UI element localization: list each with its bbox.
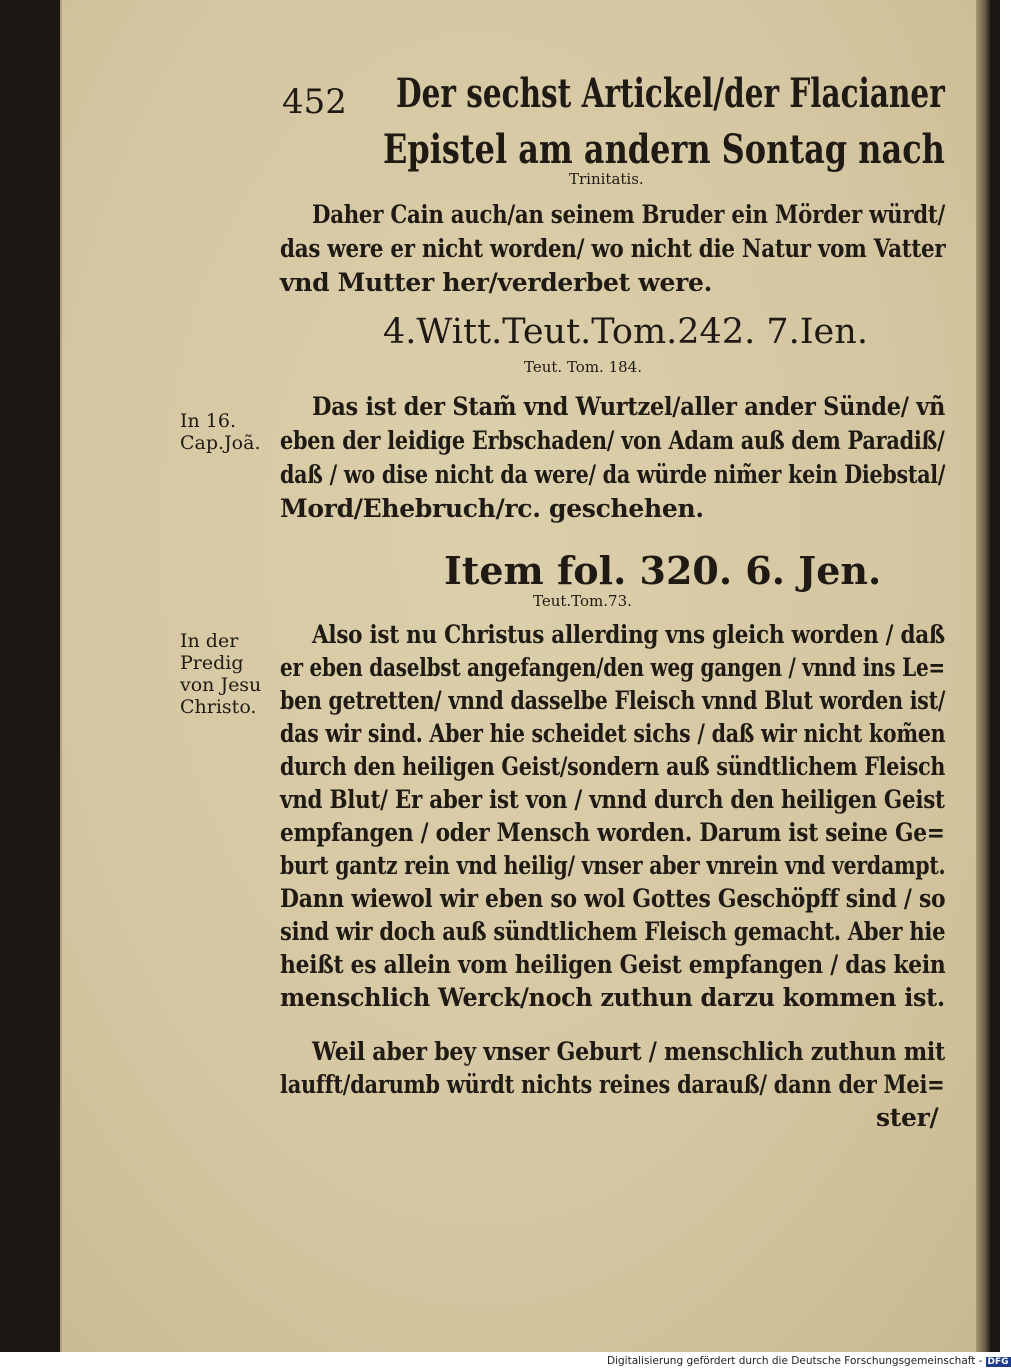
para2-line: daß / wo dise nicht da were/ da würde nim̃er kein Diebstal/ [280, 460, 946, 489]
para3-line: heißt es allein vom heiligen Geist empfangen / das kein [280, 950, 946, 979]
para3-line: empfangen / oder Mensch worden. Darum ist seine Ge= [280, 818, 945, 847]
para3-line: durch den heiligen Geist/sondern auß sündtlichem Fleisch [280, 752, 946, 781]
margin-note-1-line: Cap.Joã. [180, 432, 261, 454]
para3-line: vnd Blut/ Er aber ist von / vnnd durch den heiligen Geist [280, 785, 945, 814]
citation-heading-2: Item fol. 320. 6. Jen. [444, 548, 882, 593]
para3-line: ben getretten/ vnnd dasselbe Fleisch vnnd Blut worden ist/ [280, 686, 946, 715]
citation-sub-1: Teut. Tom. 184. [524, 358, 642, 376]
margin-note-2-line: Predig [180, 652, 244, 674]
running-header-sub: Trinitatis. [569, 170, 644, 188]
running-header-line2: Epistel am andern Sontag nach [383, 126, 945, 173]
para3-line: Dann wiewol wir eben so wol Gottes Geschöpff sind / so [280, 884, 946, 913]
para3-line: Also ist nu Christus allerding vns gleich worden / daß [312, 620, 946, 649]
footer-text: Digitalisierung gefördert durch die Deutsche Forschungsgemeinschaft - [607, 1355, 983, 1367]
para3-line: er eben daselbst angefangen/den weg gangen / vnnd ins Le= [280, 653, 945, 682]
running-header-line1: Der sechst Artickel/der Flacianer [396, 70, 945, 117]
margin-note-1-line: In 16. [180, 410, 236, 432]
citation-heading-1: 4.Witt.Teut.Tom.242. 7.Ien. [383, 312, 868, 352]
para3-line: sind wir doch auß sündtlichem Fleisch gemacht. Aber hie [280, 917, 946, 946]
para4-line: Weil aber bey vnser Geburt / menschlich zuthun mit [312, 1037, 945, 1066]
para3-line: das wir sind. Aber hie scheidet sichs / daß wir nicht kom̃en [280, 719, 946, 748]
para3-line: burt gantz rein vnd heilig/ vnser aber vnrein vnd verdampt. [280, 851, 946, 880]
dfg-logo: DFG [987, 1357, 1009, 1367]
citation-sub-2: Teut.Tom.73. [533, 592, 632, 610]
para1-line: Daher Cain auch/an seinem Bruder ein Mörder würdt/ [312, 200, 946, 229]
para2-line: eben der leidige Erbschaden/ von Adam auß dem Paradiß/ [280, 426, 945, 455]
para1-line: das were er nicht worden/ wo nicht die Natur vom Vatter [280, 234, 946, 263]
margin-note-2-line: von Jesu [180, 674, 262, 696]
digitization-footer [607, 1355, 1011, 1367]
para4-line: laufft/darumb würdt nichts reines darauß/ dann der Mei= [280, 1070, 945, 1099]
para2-line: Das ist der Stam̃ vnd Wurtzel/aller ander Sünde/ vñ [312, 392, 946, 421]
page-edge [976, 0, 990, 1352]
margin-note-2-line: In der [180, 630, 239, 652]
para2-line: Mord/Ehebruch/rc. geschehen. [280, 494, 704, 523]
catchword: ster/ [876, 1103, 939, 1132]
para1-line: vnd Mutter her/verderbet were. [280, 268, 713, 297]
page-number: 452 [282, 82, 347, 122]
margin-note-2-line: Christo. [180, 696, 257, 718]
para3-line: menschlich Werck/noch zuthun darzu kommen ist. [280, 983, 945, 1012]
